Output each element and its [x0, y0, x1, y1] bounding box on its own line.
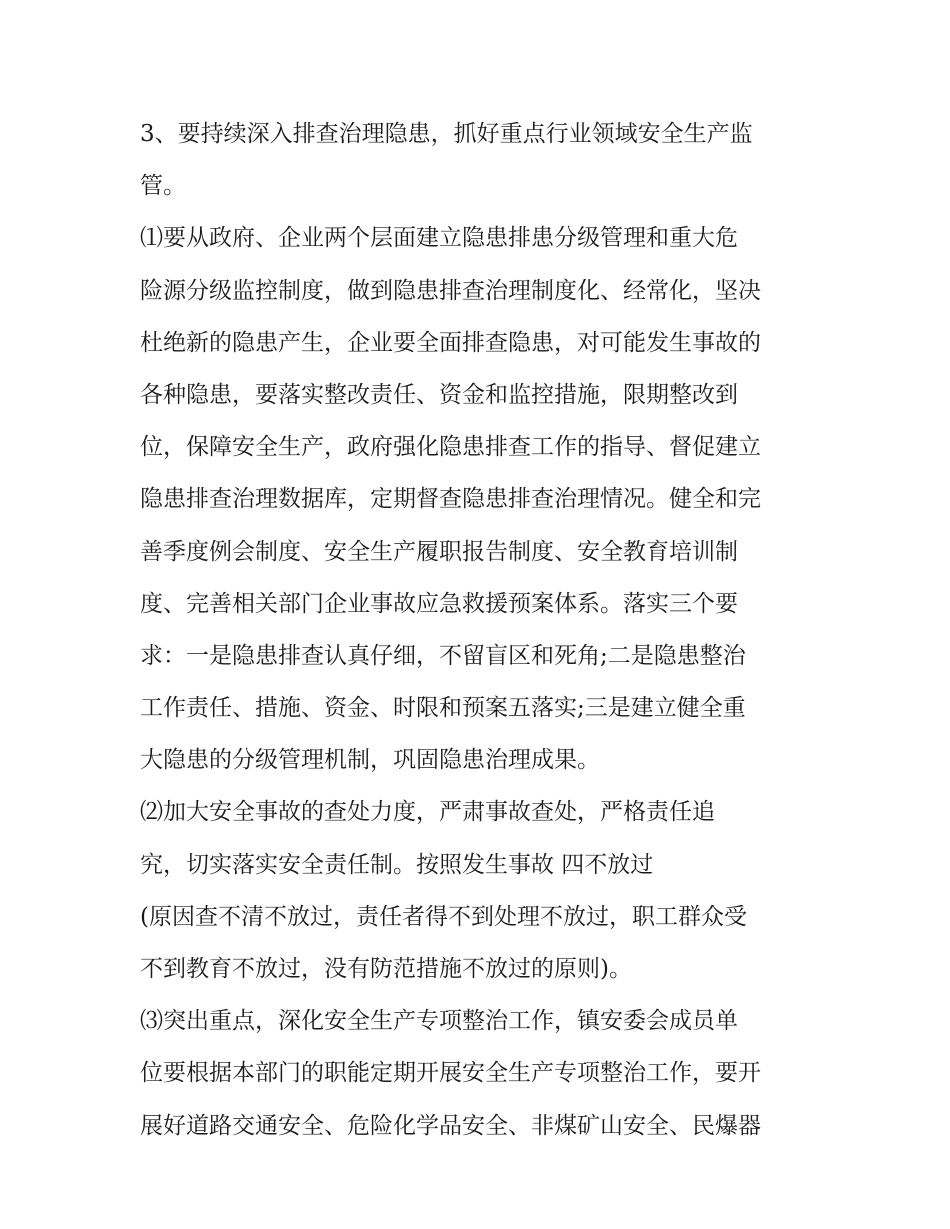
text-line: 管。 — [140, 173, 186, 200]
text-line: 度、完善相关部门企业事故应急救援预案体系。落实三个要 — [140, 590, 738, 617]
text-line: 善季度例会制度、安全生产履职报告制度、安全教育培训制 — [140, 538, 738, 565]
text-line: 3、要持续深入排查治理隐患，抓好重点行业领域安全生产监 — [140, 121, 753, 147]
body-text — [140, 108, 820, 1152]
text-line: 求：一是隐患排查认真仔细，不留盲区和死角;二是隐患整治 — [140, 642, 746, 669]
text-line: 位，保障安全生产，政府强化隐患排查工作的指导、督促建立 — [140, 434, 761, 461]
text-line: 工作责任、措施、资金、时限和预案五落实;三是建立健全重 — [140, 695, 746, 722]
text-line: 究，切实落实安全责任制。按照发生事故 四不放过 — [140, 851, 654, 878]
text-line: ⑵加大安全事故的查处力度，严肃事故查处，严格责任追 — [140, 799, 715, 826]
text-line: ⑶突出重点，深化安全生产专项整治工作，镇安委会成员单 — [140, 1008, 738, 1035]
text-line: ⑴要从政府、企业两个层面建立隐患排患分级管理和重大危 — [140, 225, 738, 252]
text-line: (原因查不清不放过，责任者得不到处理不放过，职工群众受 — [140, 903, 747, 930]
text-line: 险源分级监控制度，做到隐患排查治理制度化、经常化，坚决 — [140, 277, 761, 304]
text-line: 杜绝新的隐患产生，企业要全面排查隐患，对可能发生事故的 — [140, 329, 761, 356]
text-line: 各种隐患，要落实整改责任、资金和监控措施，限期整改到 — [140, 381, 738, 408]
text-line: 展好道路交通安全、危险化学品安全、非煤矿山安全、民爆器 — [140, 1112, 761, 1139]
text-line: 大隐患的分级管理机制，巩固隐患治理成果。 — [140, 747, 600, 774]
text-line: 不到教育不放过，没有防范措施不放过的原则)。 — [140, 956, 632, 982]
text-line: 位要根据本部门的职能定期开展安全生产专项整治工作，要开 — [140, 1060, 761, 1087]
text-line: 隐患排查治理数据库，定期督查隐患排查治理情况。健全和完 — [140, 486, 761, 513]
